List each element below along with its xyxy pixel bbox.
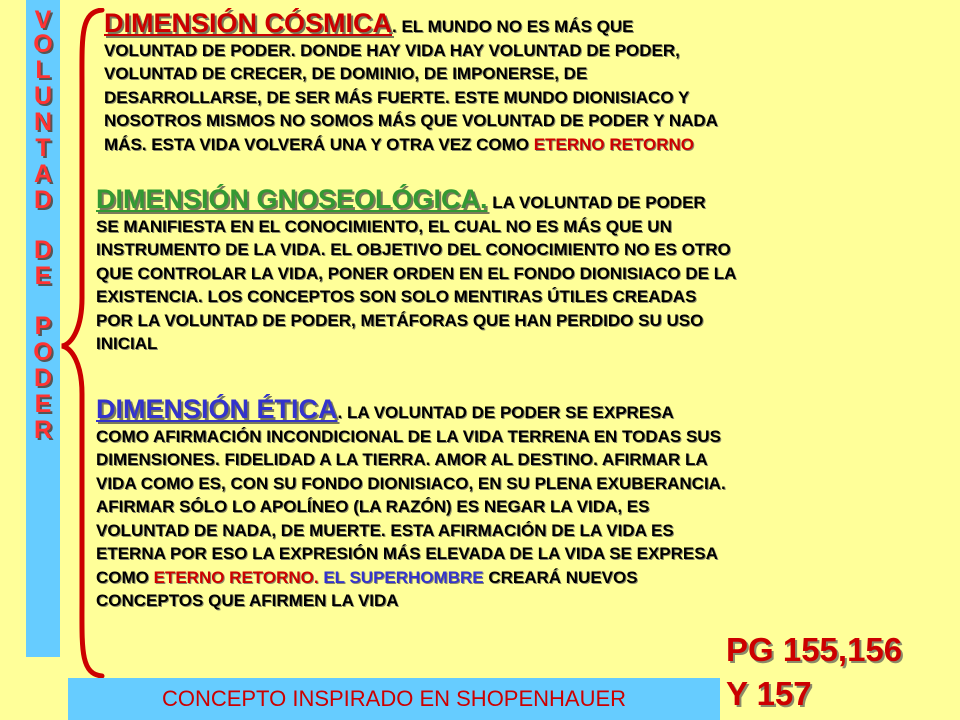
vertical-letter: V [34, 6, 52, 34]
vertical-letter: T [35, 134, 51, 162]
eterno-retorno-highlight: ETERNO RETORNO [533, 134, 695, 154]
vertical-letter: N [33, 108, 53, 136]
vertical-letter: O [33, 30, 53, 58]
page-reference: PG 155,156 Y 157 [726, 631, 903, 712]
gnoseologica-section: DIMENSIÓN GNOSEOLÓGICA. LA VOLUNTAD DE PODER SE MANIFIESTA EN EL CONOCIMIENTO, EL CUAL NO ES MÁS QUE UN INSTRUMENTO DE LA VIDA. EL OBJETIVO DEL CONOCIMIENTO NO ES OTRO QUE CONTROLAR LA VIDA, PONER ORDEN EN EL FONDO DIONISIACO DE LA EXISTENCIA. LOS CONCEPTOS SON SOLO MENTIRAS ÚTILES CREADAS POR LA VOLUNTAD DE PODER, METÁFORAS QUE HAN PERDIDO SU USO INICIAL [96, 188, 736, 356]
vertical-letter: D [33, 364, 53, 392]
cosmica-line: DESARROLLARSE, DE SER MÁS FUERTE. ESTE MUNDO DIONISIACO Y [104, 87, 690, 107]
etica-line: COMO AFIRMACIÓN INCONDICIONAL DE LA VIDA TERRENA EN TODAS SUS [96, 426, 721, 446]
vertical-letter: D [33, 236, 53, 264]
vertical-letter: P [34, 312, 52, 340]
cosmica-line: VOLUNTAD DE PODER. DONDE HAY VIDA HAY VOLUNTAD DE PODER, [104, 40, 680, 60]
cosmica-line: NOSOTROS MISMOS NO SOMOS MÁS QUE VOLUNTAD DE PODER Y NADA [104, 111, 718, 130]
superhombre-highlight: EL SUPERHOMBRE [323, 567, 484, 587]
cosmica-section: DIMENSIÓN CÓSMICA. EL MUNDO NO ES MÁS QUE VOLUNTAD DE PODER. DONDE HAY VIDA HAY VOLUNTAD DE PODER, VOLUNTAD DE CRECER, DE DOMINIO, DE IMPONERSE, DE DESARROLLARSE, DE SER MÁS FUERTE. ESTE MUNDO DIONISIACO Y NOSOTROS MISMOS NO SOMOS MÁS QUE VOLUNTAD DE PODER Y NADA MÁS. ESTA VIDA VOLVERÁ UNA Y OTRA VEZ COMO ETERNO RETORNO [104, 8, 718, 154]
vertical-letter: D [33, 186, 53, 214]
etica-section: DIMENSIÓN ÉTICA. LA VOLUNTAD DE PODER SE EXPRESA COMO AFIRMACIÓN INCONDICIONAL DE LA VIDA TERRENA EN TODAS SUS DIMENSIONES. FIDELIDAD A LA TIERRA. AMOR AL DESTINO. AFIRMAR LA VIDA COMO ES, CON SU FONDO DIONISIACO, EN SU PLENA EXUBERANCIA. AFIRMAR SÓLO LO APOLÍNEO (LA RAZÓN) ES NEGAR LA VIDA, ES VOLUNTAD DE NADA, DE MUERTE. ESTA AFIRMACIÓN DE LA VIDA ES ETERNA POR ESO LA EXPRESIÓN MÁS ELEVADA DE LA VIDA SE EXPRESA COMO ETERNO RETORNO. EL SUPERHOMBRE CREARÁ NUEVOS CONCEPTOS QUE AFIRMEN LA VIDA [96, 398, 726, 613]
gnoseologica-title: DIMENSIÓN GNOSEOLÓGICA. [96, 184, 488, 214]
vertical-letter: A [33, 160, 53, 188]
gnoseologica-line: INICIAL [96, 334, 158, 353]
gnoseologica-line: QUE CONTROLAR LA VIDA, PONER ORDEN EN EL FONDO DIONISIACO DE LA [96, 263, 737, 283]
etica-title: DIMENSIÓN ÉTICA [96, 394, 338, 424]
vertical-letter: L [35, 56, 51, 84]
vertical-letter: R [33, 416, 53, 444]
eterno-retorno-highlight: ETERNO RETORNO. [153, 567, 319, 587]
vertical-letter: E [34, 390, 52, 418]
etica-line: CONCEPTOS QUE AFIRMEN LA VIDA [96, 591, 399, 610]
footer-banner: CONCEPTO INSPIRADO EN SHOPENHAUER [68, 678, 720, 720]
cosmica-title: DIMENSIÓN CÓSMICA [104, 8, 393, 38]
etica-line: DIMENSIONES. FIDELIDAD A LA TIERRA. AMOR AL DESTINO. AFIRMAR LA [96, 450, 708, 469]
gnoseologica-line: EXISTENCIA. LOS CONCEPTOS SON SOLO MENTIRAS ÚTILES CREADAS [96, 287, 697, 306]
gnoseologica-line: INSTRUMENTO DE LA VIDA. EL OBJETIVO DEL CONOCIMIENTO NO ES OTRO [96, 240, 731, 259]
etica-line: VIDA COMO ES, CON SU FONDO DIONISIACO, EN SU PLENA EXUBERANCIA. [96, 473, 726, 493]
etica-line: VOLUNTAD DE NADA, DE MUERTE. ESTA AFIRMACIÓN DE LA VIDA ES [96, 520, 674, 540]
gnoseologica-line: SE MANIFIESTA EN EL CONOCIMIENTO, EL CUAL NO ES MÁS QUE UN [96, 216, 672, 236]
etica-line: ETERNA POR ESO LA EXPRESIÓN MÁS ELEVADA DE LA VIDA SE EXPRESA [96, 544, 718, 563]
vertical-letter: U [33, 82, 53, 110]
cosmica-line: VOLUNTAD DE CRECER, DE DOMINIO, DE IMPONERSE, DE [104, 64, 588, 83]
etica-line: AFIRMAR SÓLO LO APOLÍNEO (LA RAZÓN) ES NEGAR LA VIDA, ES [96, 497, 650, 516]
vertical-letter: E [34, 262, 52, 290]
vertical-letter: O [33, 338, 53, 366]
gnoseologica-line: POR LA VOLUNTAD DE PODER, METÁFORAS QUE HAN PERDIDO SU USO [96, 310, 704, 330]
